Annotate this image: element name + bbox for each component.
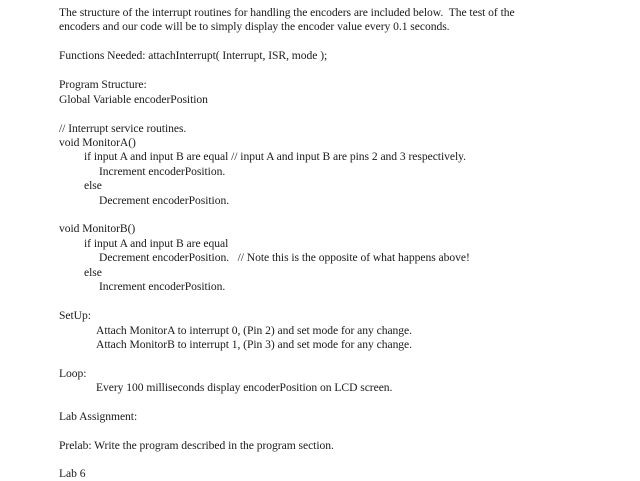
loop-step-1: Every 100 milliseconds display encoderPosition on LCD screen. [96,381,393,394]
monitor-b-condition: if input A and input B are equal [84,237,229,250]
monitor-a-signature: void MonitorA() [59,136,136,149]
monitor-a-else-action: Decrement encoderPosition. [99,194,230,207]
monitor-a-else: else [84,179,102,192]
intro-line-1: The structure of the interrupt routines for handling the encoders are included below. The test of the [59,6,515,19]
loop-heading: Loop: [59,367,87,380]
program-structure-heading: Program Structure: [59,78,147,91]
isr-comment: // Interrupt service routines. [59,122,187,135]
intro-line-2: encoders and our code will be to simply display the encoder value every 0.1 seconds. [59,20,450,33]
monitor-b-else: else [84,266,102,279]
prelab-line: Prelab: Write the program described in the program section. [59,439,334,452]
global-variable-line: Global Variable encoderPosition [59,93,208,106]
monitor-b-else-action: Increment encoderPosition. [99,280,226,293]
lab-heading-cutoff: Lab 6 [59,467,86,480]
monitor-b-then-action: Decrement encoderPosition. // Note this is the opposite of what happens above! [99,251,470,264]
functions-needed: Functions Needed: attachInterrupt( Interrupt, ISR, mode ); [59,49,328,62]
setup-heading: SetUp: [59,309,91,322]
monitor-a-condition: if input A and input B are equal // input A and input B are pins 2 and 3 respectively. [84,150,466,163]
setup-step-1: Attach MonitorA to interrupt 0, (Pin 2) and set mode for any change. [96,324,413,337]
monitor-b-signature: void MonitorB() [59,222,136,235]
monitor-a-then-action: Increment encoderPosition. [99,165,226,178]
lab-assignment-heading: Lab Assignment: [59,410,138,423]
setup-step-2: Attach MonitorB to interrupt 1, (Pin 3) and set mode for any change. [96,338,413,351]
